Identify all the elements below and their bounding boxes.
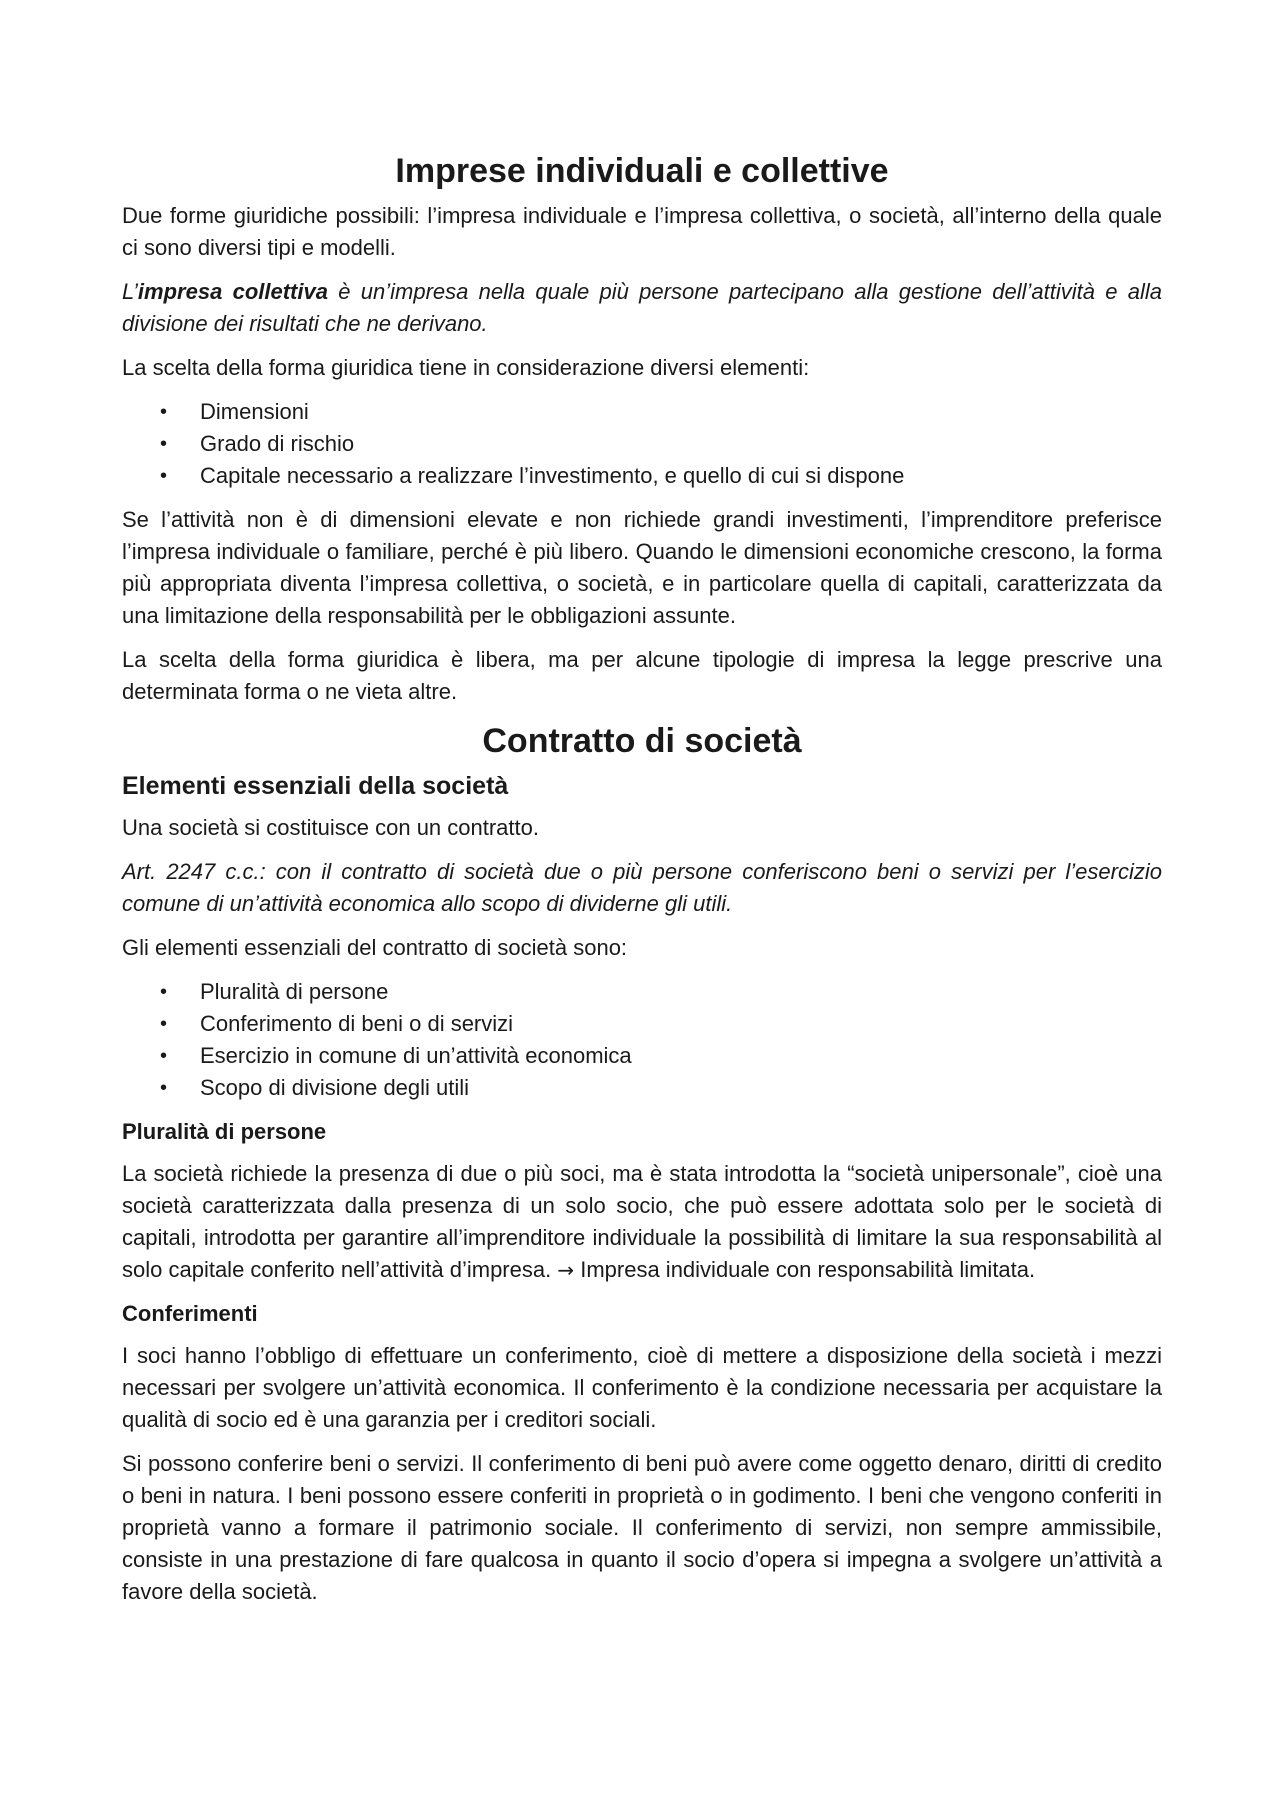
section1-bullet-list bbox=[122, 396, 1162, 492]
section2-paragraph-1: Una società si costituisce con un contratto. bbox=[122, 815, 539, 840]
pluralita-text-after: Impresa individuale con responsabilità limitata. bbox=[574, 1257, 1036, 1282]
list-item-text: Capitale necessario a realizzare l’investimento, e quello di cui si dispone bbox=[200, 463, 905, 488]
section1-title: Imprese individuali e collettive bbox=[395, 152, 889, 190]
section2-bullet-list bbox=[122, 976, 1162, 1104]
conferimenti-paragraph-1: I soci hanno l’obbligo di effettuare un conferimento, cioè di mettere a disposizione della società i mezzi necessari per svolgere un’attività economica. Il conferimento è la condizione necessaria per acquistare la qualità di socio ed è una garanzia per i creditori sociali. bbox=[122, 1343, 1162, 1432]
document-page bbox=[122, 150, 1162, 1620]
list-item bbox=[122, 976, 1162, 1008]
list-item-text: Pluralità di persone bbox=[200, 979, 389, 1004]
pluralita-heading: Pluralità di persone bbox=[122, 1119, 327, 1144]
bullet-icon: • bbox=[160, 433, 168, 455]
list-item bbox=[122, 1072, 1162, 1104]
list-item-text: Scopo di divisione degli utili bbox=[200, 1075, 470, 1100]
list-item-text: Conferimento di beni o di servizi bbox=[200, 1011, 514, 1036]
list-item bbox=[122, 460, 1162, 492]
section1-paragraph-5: La scelta della forma giuridica è libera, ma per alcune tipologie di impresa la legge prescrive una determinata forma o ne vieta altre. bbox=[122, 647, 1162, 704]
list-item bbox=[122, 1040, 1162, 1072]
section2-title: Contratto di società bbox=[482, 722, 802, 760]
arrow-right-icon: → bbox=[557, 1258, 575, 1282]
conferimenti-paragraph-2: Si possono conferire beni o servizi. Il conferimento di beni può avere come oggetto denaro, diritti di credito o beni in natura. I beni possono essere conferiti in proprietà o in godimento. I beni che vengono conferiti in proprietà vanno a formare il patrimonio sociale. Il conferimento di servizi, non sempre ammissibile, consiste in una prestazione di fare qualcosa in quanto il socio d’opera si impegna a svolgere un’attività a favore della società. bbox=[122, 1451, 1162, 1604]
bullet-icon: • bbox=[160, 1013, 168, 1035]
bullet-icon: • bbox=[160, 1077, 168, 1099]
section1-paragraph-3: La scelta della forma giuridica tiene in considerazione diversi elementi: bbox=[122, 355, 810, 380]
bullet-icon: • bbox=[160, 401, 168, 423]
section1-paragraph-4: Se l’attività non è di dimensioni elevate e non richiede grandi investimenti, l’imprenditore preferisce l’impresa individuale o familiare, perché è più libero. Quando le dimensioni economiche crescono, la forma più appropriata diventa l’impresa collettiva, o società, e in particolare quella di capitali, caratterizzata da una limitazione della responsabilità per le obbligazioni assunte. bbox=[122, 507, 1162, 628]
conferimenti-heading: Conferimenti bbox=[122, 1301, 258, 1326]
section2-paragraph-3: Gli elementi essenziali del contratto di società sono: bbox=[122, 935, 628, 960]
pluralita-text: La società richiede la presenza di due o più soci, ma è stata introdotta la “società unipersonale”, cioè una società caratterizzata dalla presenza di un solo socio, che può essere adottata solo per le società di capitali, introdotta per garantire all’imprenditore individuale la possibilità di limitare la sua responsabilità al solo capitale conferito nell’attività d’impresa. bbox=[122, 1161, 1162, 1282]
section1-paragraph-2 bbox=[122, 276, 1162, 340]
list-item-text: Esercizio in comune di un’attività economica bbox=[200, 1043, 632, 1068]
bullet-icon: • bbox=[160, 981, 168, 1003]
list-item bbox=[122, 1008, 1162, 1040]
list-item-text: Grado di rischio bbox=[200, 431, 355, 456]
bullet-icon: • bbox=[160, 1045, 168, 1067]
pluralita-paragraph bbox=[122, 1158, 1162, 1286]
list-item bbox=[122, 428, 1162, 460]
bullet-icon: • bbox=[160, 465, 168, 487]
p2-rest: è un’impresa nella quale più persone partecipano alla gestione dell’attività e alla divisione dei risultati che ne derivano. bbox=[122, 279, 1162, 336]
section2-subtitle: Elementi essenziali della società bbox=[122, 772, 509, 800]
section1-paragraph-1: Due forme giuridiche possibili: l’impresa individuale e l’impresa collettiva, o società, all’interno della quale ci sono diversi tipi e modelli. bbox=[122, 203, 1162, 260]
section2-article-quote: Art. 2247 c.c.: con il contratto di società due o più persone conferiscono beni o servizi per l’esercizio comune di un’attività economica allo scopo di dividerne gli utili. bbox=[122, 859, 1162, 916]
list-item bbox=[122, 396, 1162, 428]
p2-prefix: L’ bbox=[122, 279, 138, 304]
list-item-text: Dimensioni bbox=[200, 399, 309, 424]
p2-bold-term: impresa collettiva bbox=[137, 279, 328, 304]
